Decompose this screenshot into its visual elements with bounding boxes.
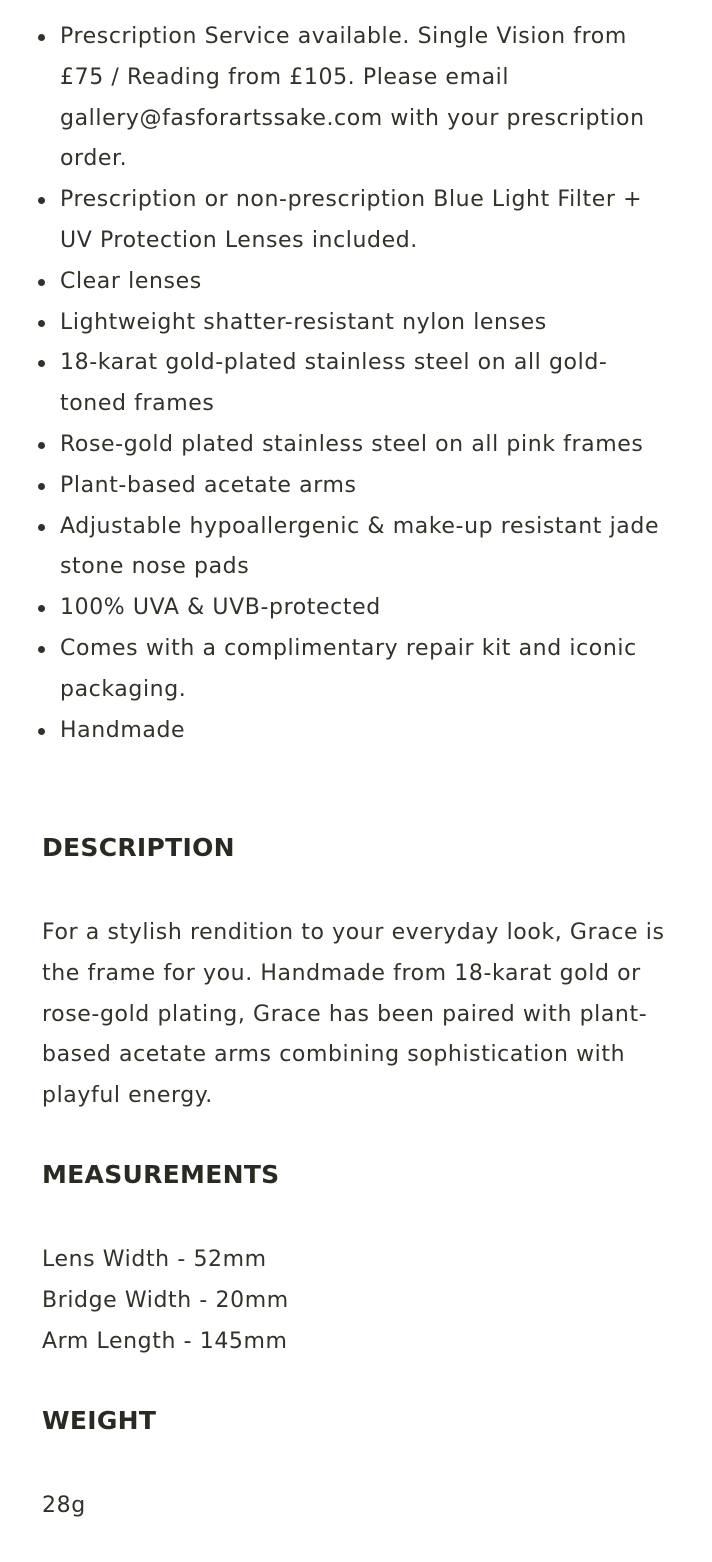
measurements-heading: MEASUREMENTS xyxy=(42,1160,280,1189)
lens-width: Lens Width - 52mm xyxy=(42,1247,267,1272)
feature-item xyxy=(60,262,670,303)
bullet-icon xyxy=(38,646,45,653)
bullet-icon xyxy=(38,524,45,531)
feature-item xyxy=(60,343,670,425)
description-text: For a stylish rendition to your everyday look, Grace is the frame for you. Handmade from 18-karat gold or rose-gold plating, Grace has been paired with plant-based acetate arms combining sophistication with playful energy. xyxy=(42,920,665,1109)
feature-text: Lightweight shatter-resistant nylon lenses xyxy=(60,309,547,335)
feature-item xyxy=(60,711,670,752)
feature-item xyxy=(60,588,670,629)
feature-item xyxy=(60,629,670,711)
feature-text: Handmade xyxy=(60,717,186,743)
feature-text: Rose-gold plated stainless steel on all pink frames xyxy=(60,431,644,457)
feature-text: Comes with a complimentary repair kit and iconic packaging. xyxy=(60,635,637,702)
feature-text: Prescription Service available. Single Vision from £75 / Reading from £105. Please email gallery@fasforartssake.com with your prescription order. xyxy=(60,24,645,172)
feature-item xyxy=(60,507,670,589)
feature-item xyxy=(60,180,670,262)
bullet-icon xyxy=(38,279,45,286)
arm-length: Arm Length - 145mm xyxy=(42,1328,288,1354)
feature-item xyxy=(60,17,670,180)
bullet-icon xyxy=(38,442,45,449)
feature-text: 100% UVA & UVB-protected xyxy=(60,595,381,621)
bullet-icon xyxy=(38,483,45,490)
description-heading: DESCRIPTION xyxy=(42,833,235,862)
bullet-icon xyxy=(38,605,45,612)
bullet-icon xyxy=(38,728,45,735)
feature-text: Prescription or non-prescription Blue Light Filter + UV Protection Lenses included. xyxy=(60,187,643,253)
feature-item xyxy=(60,425,670,466)
bridge-width: Bridge Width - 20mm xyxy=(42,1287,289,1313)
bullet-icon xyxy=(38,34,45,41)
feature-item xyxy=(60,303,670,344)
measurements-list xyxy=(42,1240,672,1362)
feature-text: Clear lenses xyxy=(60,268,202,294)
bullet-icon xyxy=(38,197,45,204)
feature-item xyxy=(60,466,670,507)
bullet-icon xyxy=(38,360,45,367)
weight-value: 28g xyxy=(42,1493,86,1518)
feature-text: Adjustable hypoallergenic & make-up resistant jade stone nose pads xyxy=(60,513,660,580)
feature-text: Plant-based acetate arms xyxy=(60,472,357,498)
bullet-icon xyxy=(38,320,45,327)
weight-heading: WEIGHT xyxy=(42,1406,157,1435)
features-list xyxy=(60,17,670,751)
feature-text: 18-karat gold-plated stainless steel on all gold-toned frames xyxy=(60,350,608,417)
